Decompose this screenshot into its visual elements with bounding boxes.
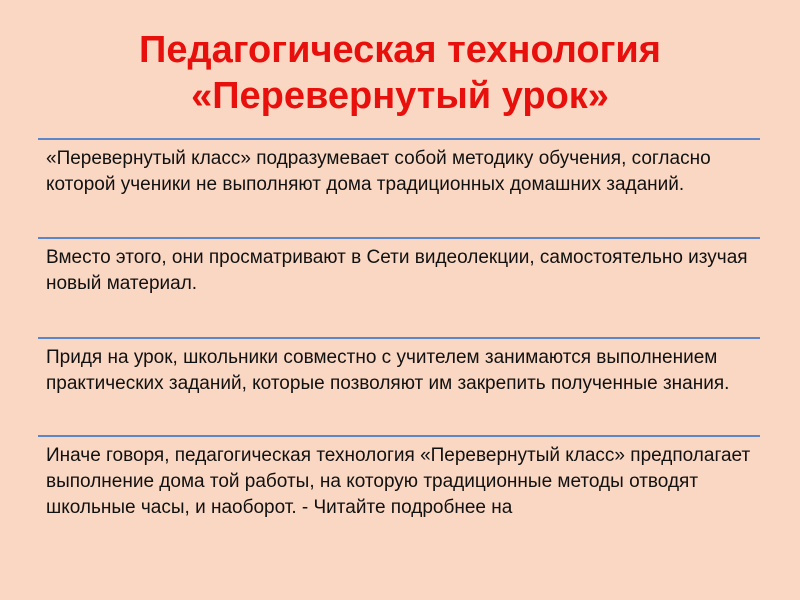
row-text: Вместо этого, они просматривают в Сети видеолекции, самостоятельно изучая новый материал. [46,247,748,294]
row-text: Придя на урок, школьники совместно с учителем занимаются выполнением практических заданий, которые позволяют им закрепить полученные знания. [46,347,730,394]
table-row [38,237,760,337]
title-line-1: Педагогическая технология [139,29,661,71]
row-text: «Перевернутый класс» подразумевает собой методику обучения, согласно которой ученики не выполняют дома традиционных домашних заданий. [46,148,711,195]
title-line-2: «Перевернутый урок» [191,75,609,117]
slide-title [0,27,800,119]
table-row [38,435,760,555]
row-text: Иначе говоря, педагогическая технология «Перевернутый класс» предполагает выполнение дома той работы, на которую традиционные методы отводят школьные часы, и наоборот. - Читайте подробнее на [46,445,751,518]
content-table [38,138,760,555]
table-row [38,138,760,237]
table-row [38,337,760,435]
